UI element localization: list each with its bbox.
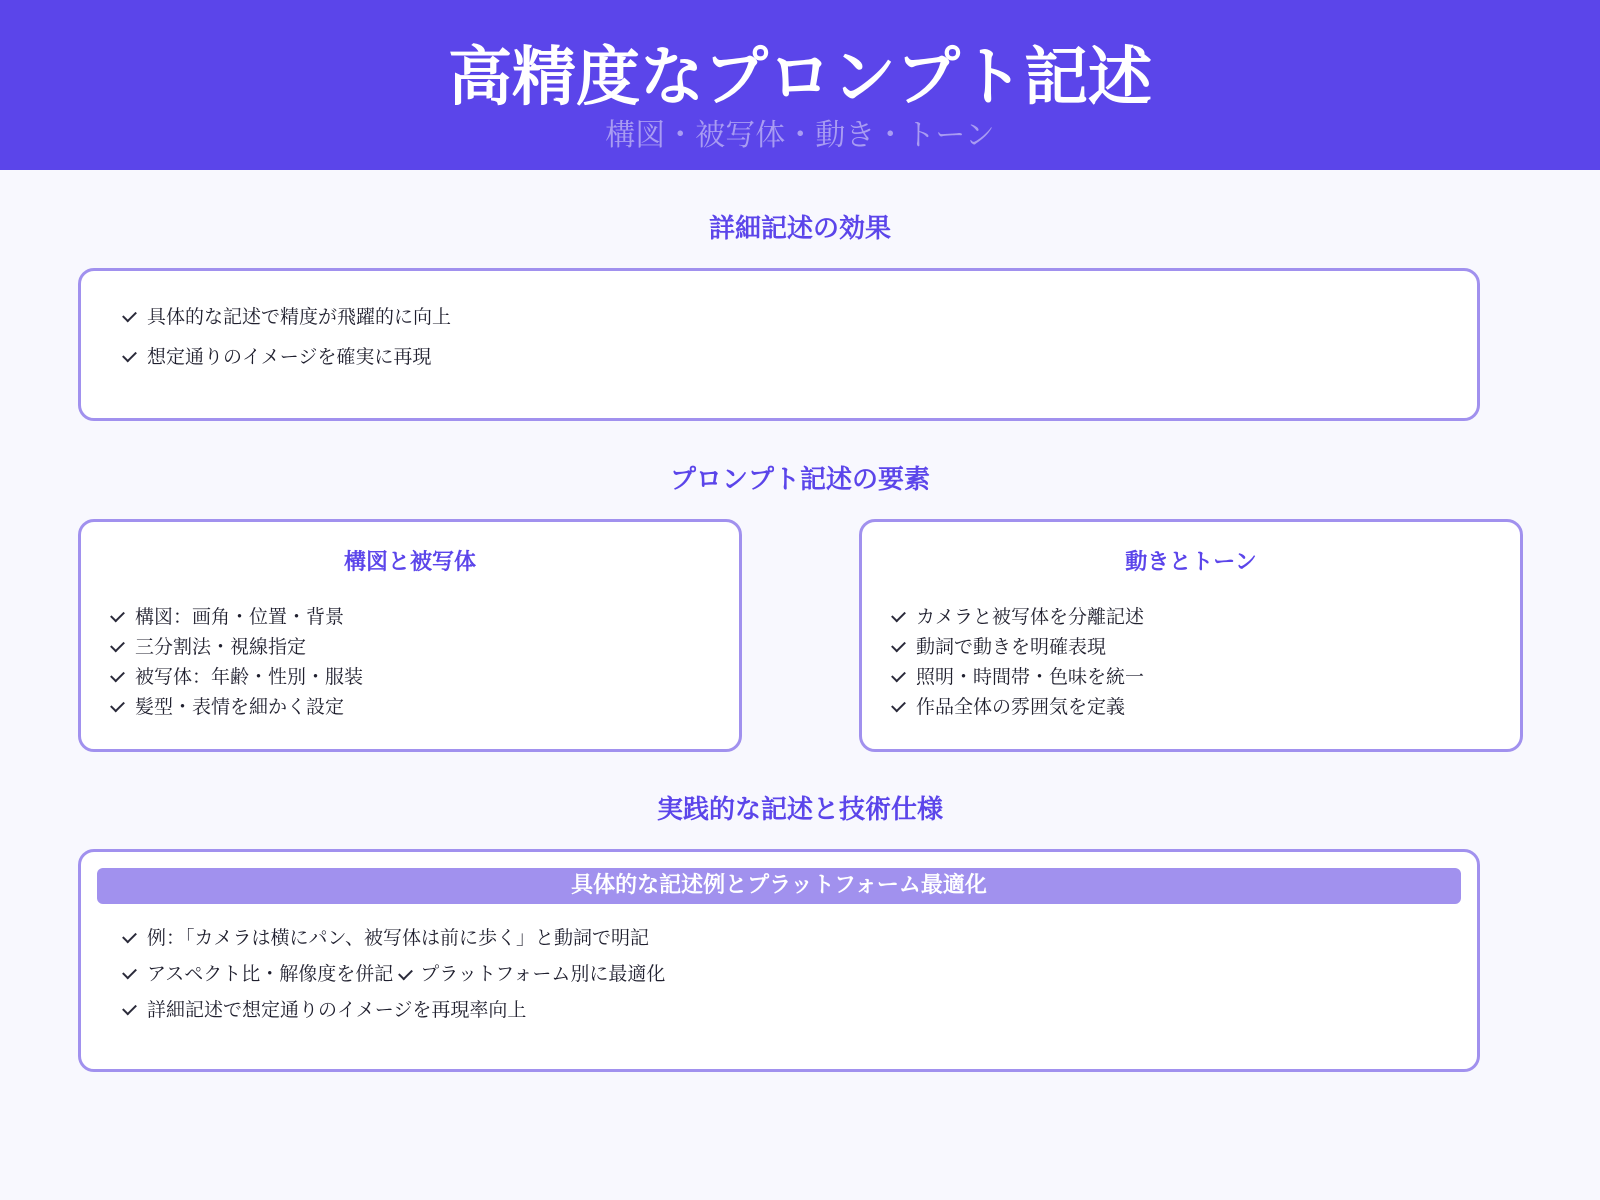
composition-list (111, 602, 363, 722)
check-icon (122, 965, 137, 980)
check-icon (891, 668, 906, 683)
list-item: 想定通りのイメージを確実に再現 (123, 337, 451, 377)
check-icon (110, 698, 125, 713)
check-icon (122, 1001, 137, 1016)
motion-card-title: 動きとトーン (1125, 550, 1257, 575)
effects-card (78, 268, 1480, 421)
practice-banner: 具体的な記述例とプラットフォーム最適化 (97, 868, 1461, 904)
list-item: 照明・時間帯・色味を統一 (892, 662, 1144, 692)
check-icon (110, 638, 125, 653)
check-icon (891, 608, 906, 623)
list-item: 三分割法・視線指定 (111, 632, 363, 662)
list-item: カメラと被写体を分離記述 (892, 602, 1144, 632)
list-item: 構図：画角・位置・背景 (111, 602, 363, 632)
list-item: 例：「カメラは横にパン、被写体は前に歩く」と動詞で明記 (123, 920, 665, 956)
check-icon (110, 608, 125, 623)
check-icon (891, 638, 906, 653)
elements-heading: プロンプト記述の要素 (669, 465, 930, 495)
page-header (0, 0, 1600, 170)
list-item: アスペクト比・解像度を併記 プラットフォーム別に最適化 (123, 956, 665, 992)
check-icon (398, 965, 413, 980)
list-item: 動詞で動きを明確表現 (892, 632, 1144, 662)
effects-list (123, 297, 451, 377)
list-item: 髪型・表情を細かく設定 (111, 692, 363, 722)
page-subtitle: 構図・被写体・動き・トーン (605, 118, 995, 153)
motion-card (859, 519, 1523, 752)
check-icon (122, 308, 137, 323)
list-item: 作品全体の雰囲気を定義 (892, 692, 1144, 722)
composition-card (78, 519, 742, 752)
check-icon (122, 929, 137, 944)
list-item: 詳細記述で想定通りのイメージを再現率向上 (123, 992, 665, 1028)
practice-card (78, 849, 1480, 1072)
list-item: 被写体：年齢・性別・服装 (111, 662, 363, 692)
check-icon (122, 348, 137, 363)
effects-heading: 詳細記述の効果 (708, 214, 891, 244)
check-icon (891, 698, 906, 713)
motion-list (892, 602, 1144, 722)
page-title: 高精度なプロンプト記述 (448, 41, 1152, 115)
check-icon (110, 668, 125, 683)
practice-list (123, 920, 665, 1028)
composition-card-title: 構図と被写体 (343, 550, 476, 575)
list-item: 具体的な記述で精度が飛躍的に向上 (123, 297, 451, 337)
practice-heading: 実践的な記述と技術仕様 (656, 795, 943, 825)
